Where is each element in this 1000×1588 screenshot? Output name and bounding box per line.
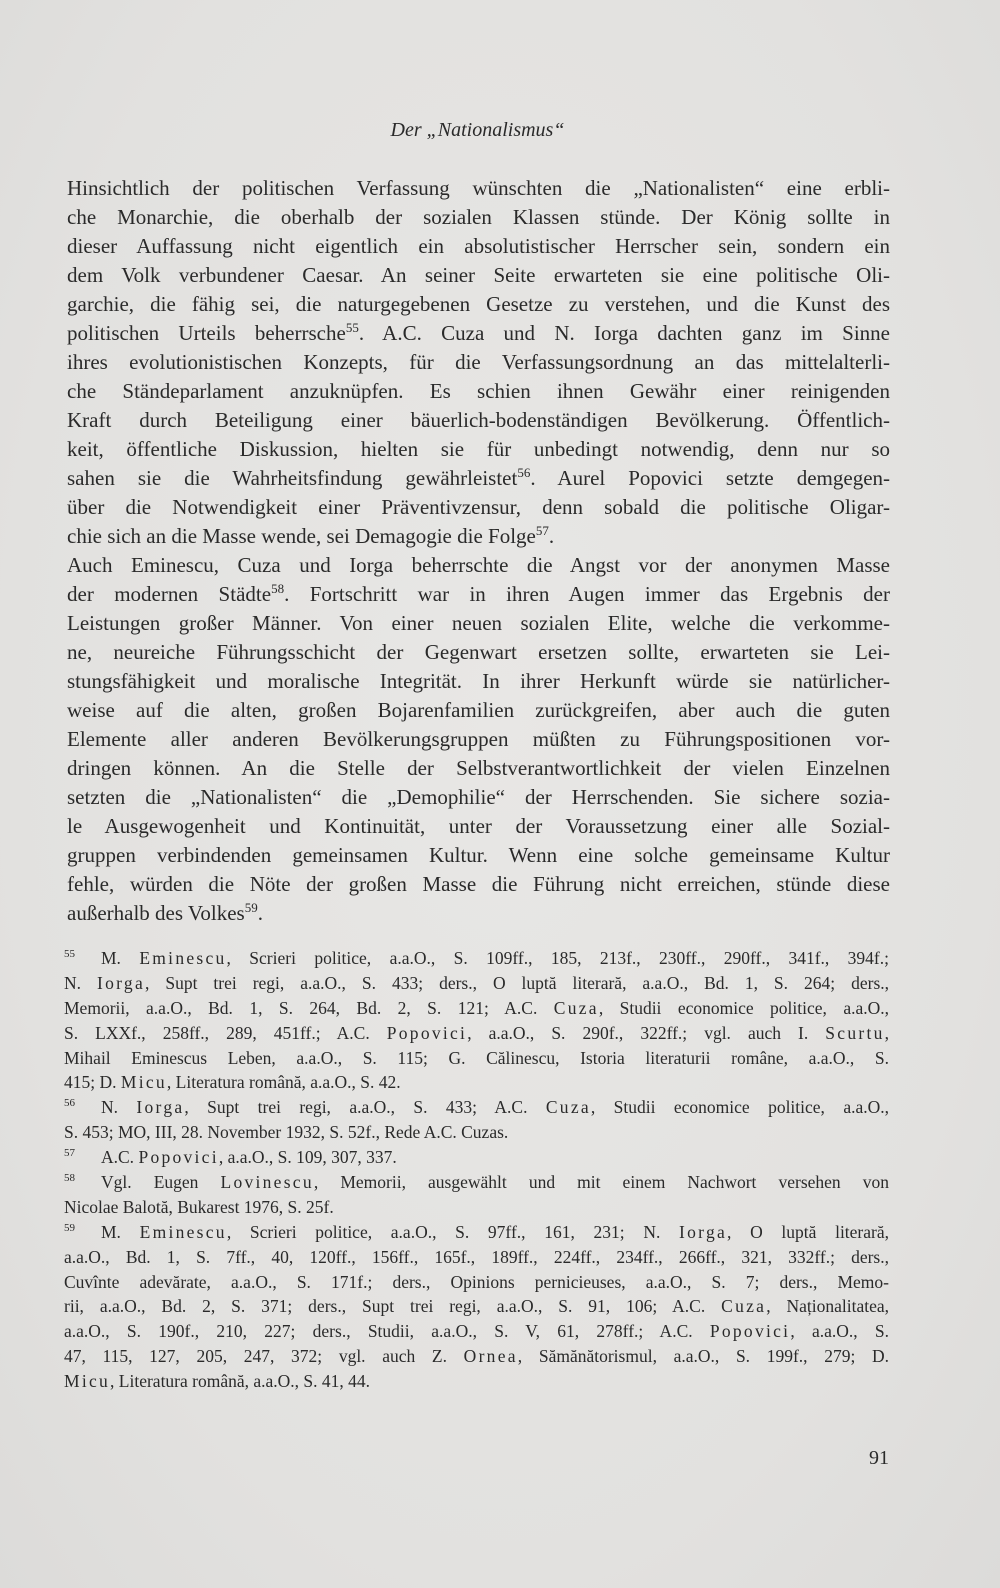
footnote-line: 415; D. Micu, Literatura română, a.a.O., S. 42.: [64, 1072, 401, 1093]
text-line: ihres evolutionistischen Konzepts, für die Verfassungsordnung an das mittelalterli-: [67, 350, 890, 374]
text-line: ne, neureiche Führungsschicht der Gegenwart ersetzen sollte, erwarteten sie Lei-: [67, 640, 890, 664]
paragraph: [67, 551, 890, 928]
footnote-line: Nicolae Balotă, Bukarest 1976, S. 25f.: [64, 1196, 334, 1217]
footnote-line: 58 Vgl. Eugen Lovinescu, Memorii, ausgewählt und mit einem Nachwort versehen von: [64, 1172, 889, 1193]
author-name: Popovici: [709, 1321, 791, 1342]
text-line: dem Volk verbundener Caesar. An seiner Seite erwarteten sie eine politische Oli-: [67, 263, 890, 287]
text-line: fehle, würden die Nöte der großen Masse die Führung nicht erreichen, stünde diese: [67, 872, 890, 896]
text-line: chie sich an die Masse wende, sei Demagogie die Folge$^{57}$.: [67, 523, 555, 548]
footnote-line: a.a.O., Bd. 1, S. 7ff., 40, 120ff., 156ff., 165f., 189ff., 224ff., 234ff., 266ff., 321, 332ff.; ders.,: [64, 1246, 889, 1267]
text-line: Leistungen großer Männer. Von einer neuen sozialen Elite, welche die verkomme-: [67, 611, 890, 635]
footnote: [64, 1145, 889, 1170]
author-name: Scurtu: [825, 1022, 885, 1043]
text-line: weise auf die alten, großen Bojarenfamilien zurückgreifen, aber auch die guten: [67, 698, 890, 722]
author-name: Micu: [120, 1072, 167, 1093]
text-line: über die Notwendigkeit einer Präventivzensur, denn sobald die politische Oligar-: [67, 495, 890, 519]
author-name: Iorga: [136, 1097, 185, 1118]
text-line: keit, öffentliche Diskussion, hielten sie für unbedingt notwendig, denn nur so: [67, 437, 890, 461]
footnote-line: Cuvînte adevărate, a.a.O., S. 171f.; ders., Opinions pernicieuses, a.a.O., S. 7; ders., Memo-: [64, 1271, 889, 1292]
footnote-line: a.a.O., S. 190f., 210, 227; ders., Studii, a.a.O., S. V, 61, 278ff.; A.C. Popovici, a.a.O., S.: [64, 1321, 889, 1342]
footnote-line: S. LXXf., 258ff., 289, 451ff.; A.C. Popovici, a.a.O., S. 290f., 322ff.; vgl. auch I. Scurtu,: [64, 1022, 889, 1043]
author-name: Cuza: [553, 997, 599, 1018]
text-line: gruppen verbindenden gemeinsamen Kultur. Wenn eine solche gemeinsame Kultur: [67, 843, 890, 867]
author-name: Ornea: [463, 1346, 518, 1367]
footnote-line: 57 A.C. Popovici, a.a.O., S. 109, 307, 337.: [64, 1147, 397, 1168]
text-line: Elemente aller anderen Bevölkerungsgruppen müßten zu Führungspositionen vor-: [67, 727, 890, 751]
author-name: Eminescu: [139, 948, 227, 968]
footnote-line: 55 M. Eminescu, Scrieri politice, a.a.O., S. 109ff., 185, 213f., 230ff., 290ff., 341f., 394f.;: [64, 948, 890, 968]
footnote-line: Mihail Eminescus Leben, a.a.O., S. 115; G. Călinescu, Istoria literaturii române, a.a.O., S.: [64, 1047, 889, 1068]
text-line: che Ständeparlament anzuknüpfen. Es schien ihnen Gewähr einer reinigenden: [67, 379, 890, 403]
footnote: [64, 1095, 889, 1145]
footnote-line: 59 M. Eminescu, Scrieri politice, a.a.O., S. 97ff., 161, 231; N. Iorga, O luptă literară,: [64, 1221, 889, 1242]
author-name: Lovinescu: [220, 1172, 314, 1193]
footnote-reference: 59: [244, 900, 258, 915]
text-line: setzten die „Nationalisten“ die „Demophilie“ der Herrschenden. Sie sichere sozia-: [67, 785, 890, 809]
author-name: Popovici: [138, 1147, 219, 1168]
footnote-line: 56 N. Iorga, Supt trei regi, a.a.O., S. 433; A.C. Cuza, Studii economice politice, a.a.O.,: [64, 1097, 889, 1118]
author-name: Cuza: [545, 1097, 591, 1118]
footnote-reference: 57: [535, 523, 549, 538]
page-number: 91: [869, 1447, 889, 1469]
footnote-line: S. 453; MO, III, 28. November 1932, S. 52f., Rede A.C. Cuzas.: [64, 1122, 509, 1143]
footnote: [64, 1170, 889, 1220]
text-line: stungsfähigkeit und moralische Integrität. In ihrer Herkunft würde sie natürlicher-: [67, 669, 890, 693]
running-head: Der „Nationalismus“: [390, 119, 565, 141]
author-name: Iorga: [97, 972, 145, 993]
text-line: garchie, die fähig sei, die naturgegebenen Gesetze zu verstehen, und die Kunst des: [67, 292, 890, 316]
footnote-reference: 58: [271, 581, 285, 596]
footnote-line: rii, a.a.O., Bd. 2, S. 371; ders., Supt trei regi, a.a.O., S. 91, 106; A.C. Cuza, Naționalitatea,: [64, 1296, 889, 1317]
body-text: [67, 174, 890, 928]
text-line: dieser Auffassung nicht eigentlich ein absolutistischer Herrscher sein, sondern ein: [67, 234, 890, 258]
footnote-line: N. Iorga, Supt trei regi, a.a.O., S. 433; ders., O luptă literară, a.a.O., Bd. 1, S. 264; ders.,: [64, 972, 890, 993]
author-name: Iorga: [679, 1221, 728, 1242]
author-name: Micu: [64, 1371, 111, 1392]
footnote-reference: 56: [517, 465, 531, 480]
author-name: Eminescu: [139, 1221, 227, 1242]
text-line: politischen Urteils beherrsche$^{55}$. A.C. Cuza und N. Iorga dachten ganz im Sinne: [67, 320, 891, 345]
footnote-line: Memorii, a.a.O., Bd. 1, S. 264, Bd. 2, S. 121; A.C. Cuza, Studii economice politice, a.a.O.,: [64, 997, 889, 1018]
text-line: außerhalb des Volkes$^{59}$.: [67, 900, 263, 925]
text-line: Auch Eminescu, Cuza und Iorga beherrschte die Angst vor der anonymen Masse: [67, 553, 890, 577]
paragraph: [67, 174, 890, 551]
footnotes: [64, 946, 889, 1394]
author-name: Cuza: [721, 1296, 767, 1317]
footnote-line: Micu, Literatura română, a.a.O., S. 41, 44.: [64, 1371, 371, 1392]
text-line: le Ausgewogenheit und Kontinuität, unter der Voraussetzung einer alle Sozial-: [67, 814, 890, 838]
author-name: Popovici: [386, 1022, 468, 1043]
footnote-line: 47, 115, 127, 205, 247, 372; vgl. auch Z. Ornea, Sămănătorismul, a.a.O., S. 199f., 279; D.: [64, 1346, 889, 1367]
text-line: Kraft durch Beteiligung einer bäuerlich-bodenständigen Bevölkerung. Öffentlich-: [67, 408, 890, 432]
footnote: [64, 1220, 889, 1394]
footnote-reference: 55: [345, 320, 359, 335]
text-line: sahen sie die Wahrheitsfindung gewährleistet$^{56}$. Aurel Popovici setzte demgegen-: [67, 465, 891, 490]
text-line: dringen können. An die Stelle der Selbstverantwortlichkeit der vielen Einzelnen: [67, 756, 890, 780]
text-line: che Monarchie, die oberhalb der sozialen Klassen stünde. Der König sollte in: [67, 205, 890, 229]
footnote: [64, 946, 889, 1095]
text-line: der modernen Städte$^{58}$. Fortschritt war in ihren Augen immer das Ergebnis der: [67, 581, 890, 606]
text-line: Hinsichtlich der politischen Verfassung wünschten die „Nationalisten“ eine erbli-: [67, 176, 890, 200]
